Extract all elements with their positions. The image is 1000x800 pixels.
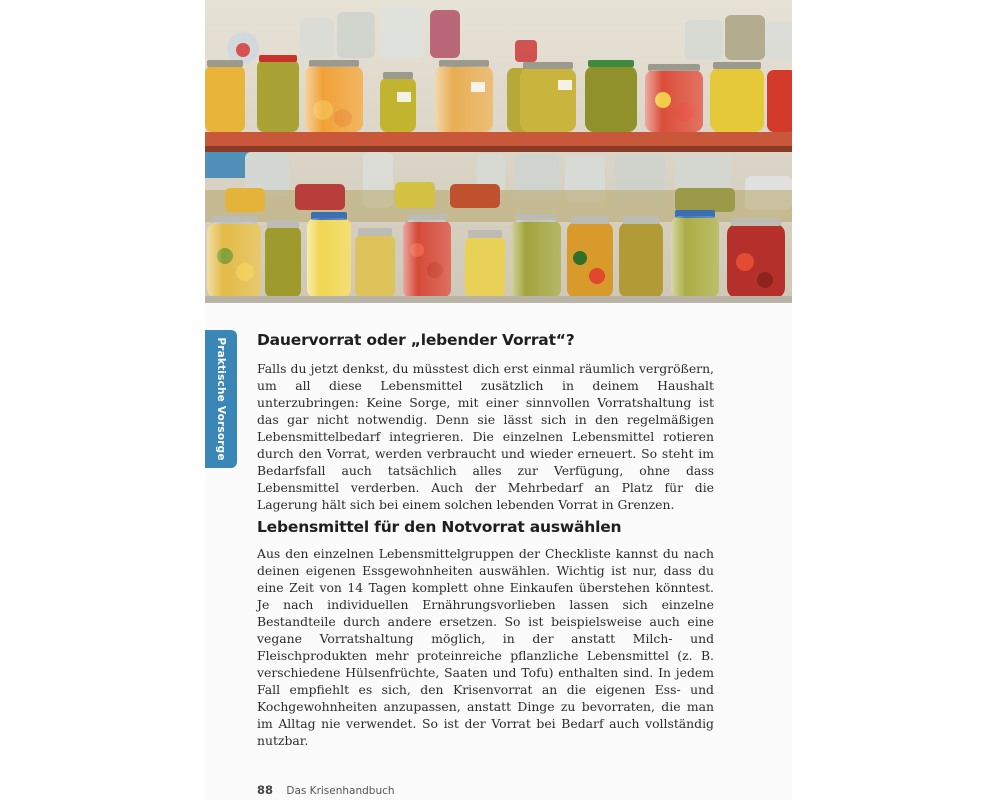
jars-illustration bbox=[205, 0, 792, 303]
section-heading-dauervorrat: Dauervorrat oder „lebender Vorrat“? bbox=[257, 331, 575, 349]
chapter-side-tab bbox=[205, 330, 237, 468]
page-number: 88 bbox=[257, 783, 274, 797]
chapter-side-tab-label: Praktische Vorsorge bbox=[215, 337, 227, 461]
page-footer bbox=[257, 783, 395, 797]
book-title: Das Krisenhandbuch bbox=[286, 785, 395, 797]
section-paragraph-lebensmittel-auswaehlen: Aus den einzelnen Lebensmittelgruppen der Checkliste kannst du nach deinen eigenen Essgewohnheiten auswählen. Wichtig ist nur, dass du eine Zeit von 14 Tagen komplett ohne Einkaufen überstehen könntest. Je nach individuellen Ernährungsvorlieben lassen sich einzelne Bestandteile durch andere ersetzen. So ist beispielsweise auch eine vegane Vorratshaltung möglich, in der anstatt Milch- und Fleischprodukten mehr proteinreiche pflanzliche Lebensmittel (z. B. verschiedene Hülsenfrüchte, Saaten und Tofu) enthalten sind. In jedem Fall empfiehlt es sich, den Krisenvorrat an die eigenen Ess- und Kochgewohnheiten anzupassen, anstatt Dinge zu bevorraten, die man im Alltag nie verwendet. So ist der Vorrat bei Bedarf auch vollständig nutzbar. bbox=[257, 546, 714, 748]
section-heading-lebensmittel-auswaehlen: Lebensmittel für den Notvorrat auswählen bbox=[257, 518, 622, 536]
shelf-board bbox=[205, 132, 792, 146]
section-paragraph-dauervorrat: Falls du jetzt denkst, du müsstest dich erst einmal räumlich vergrößern, um all diese Lebensmittel zusätzlich in deinem Haushalt unterzubringen: Keine Sorge, mit einer sinnvollen Vorratshaltung ist das gar nicht notwendig. Denn sie lässt sich in den regelmäßigen Lebensmittelbedarf integrieren. Die einzelnen Lebensmittel rotieren durch den Vorrat, werden verbraucht und wieder erneuert. So steht im Bedarfsfall auch tatsächlich alles zur Verfügung, ohne dass Lebensmittel verderben. Auch der Mehrbedarf an Platz für die Lagerung hält sich bei einem solchen lebenden Vorrat in Grenzen. bbox=[257, 361, 714, 512]
pantry-jars-photo bbox=[205, 0, 792, 303]
